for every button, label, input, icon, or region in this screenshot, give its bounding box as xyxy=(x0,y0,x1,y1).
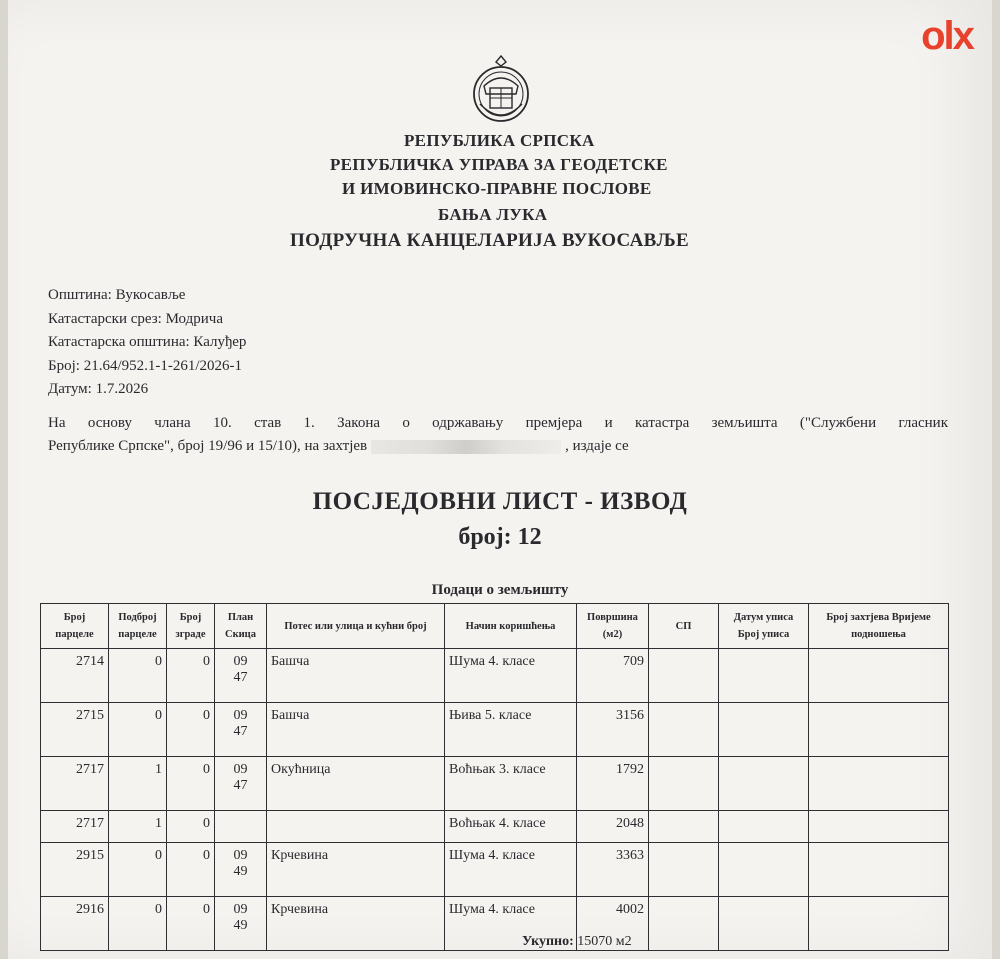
intro-word: 10. xyxy=(213,415,232,431)
request-cell xyxy=(809,843,949,897)
entry-date-cell xyxy=(719,811,809,843)
entry-date-cell xyxy=(719,757,809,811)
column-header: Број зграде xyxy=(167,604,215,649)
parcel-number: 2715 xyxy=(41,703,109,757)
plan-sketch xyxy=(215,703,267,757)
intro-word: ("Службени xyxy=(799,415,877,431)
entry-date-cell xyxy=(719,843,809,897)
sketch-number: 47 xyxy=(233,778,248,793)
header-administration: РЕПУБЛИЧКА УПРАВА ЗА ГЕОДЕТСКЕ xyxy=(330,155,668,174)
land-use: Воћњак 4. класе xyxy=(445,811,577,843)
area: 2048 xyxy=(577,811,649,843)
parcel-subnumber: 1 xyxy=(109,811,167,843)
intro-word: о xyxy=(402,415,410,431)
table-row xyxy=(41,811,949,843)
column-header: Површина (м2) xyxy=(577,604,649,649)
sp-cell xyxy=(649,757,719,811)
entry-date-cell xyxy=(719,897,809,951)
column-header: Потес или улица и кућни број xyxy=(267,604,445,649)
area: 3156 xyxy=(577,703,649,757)
building-number: 0 xyxy=(167,897,215,951)
building-number: 0 xyxy=(167,703,215,757)
table-header-row xyxy=(41,604,949,649)
cadastral-municipality: Катастарска општина: Калуђер xyxy=(48,334,247,350)
intro-word: Закона xyxy=(337,415,381,431)
parcel-number: 2714 xyxy=(41,649,109,703)
total-value: 15070 м2 xyxy=(577,934,632,949)
plan-number: 09 xyxy=(233,902,248,917)
table-row xyxy=(41,757,949,811)
intro-paragraph xyxy=(48,412,948,458)
intro-word: основу xyxy=(87,415,132,431)
intro-word: 1. xyxy=(303,415,315,431)
header-republic: РЕПУБЛИКА СРПСКА xyxy=(404,131,595,150)
intro-word: одржавању xyxy=(432,415,504,431)
table-row xyxy=(41,649,949,703)
column-header: Датум уписа Број уписа xyxy=(719,604,809,649)
land-use: Шума 4. класе xyxy=(445,897,577,951)
header-office: ПОДРУЧНА КАНЦЕЛАРИЈА ВУКОСАВЉЕ xyxy=(290,230,689,251)
intro-line-1 xyxy=(48,412,948,435)
column-header: Начин коришћења xyxy=(445,604,577,649)
parcel-subnumber: 0 xyxy=(109,649,167,703)
sketch-number: 49 xyxy=(233,864,248,879)
column-header: СП xyxy=(649,604,719,649)
building-number: 0 xyxy=(167,843,215,897)
building-number: 0 xyxy=(167,649,215,703)
plan-number: 09 xyxy=(233,848,248,863)
parcel-subnumber: 0 xyxy=(109,843,167,897)
document-metadata xyxy=(48,284,246,402)
land-use: Њива 5. класе xyxy=(445,703,577,757)
land-use: Воћњак 3. класе xyxy=(445,757,577,811)
plan-sketch xyxy=(215,843,267,897)
intro-word: и xyxy=(604,415,613,431)
sp-cell xyxy=(649,649,719,703)
total-label: Укупно: xyxy=(522,934,574,949)
entry-date-cell xyxy=(719,649,809,703)
olx-logo: olx xyxy=(921,13,973,58)
document-number-heading: број: 12 xyxy=(458,524,542,550)
entry-date-cell xyxy=(719,703,809,757)
parcel-number: 2717 xyxy=(41,811,109,843)
table-row xyxy=(41,703,949,757)
document-date: Датум: 1.7.2026 xyxy=(48,381,149,397)
sketch-number: 49 xyxy=(233,918,248,933)
parcel-subnumber: 0 xyxy=(109,703,167,757)
plan-number: 09 xyxy=(233,762,248,777)
coat-of-arms-icon xyxy=(466,54,536,126)
plan-sketch xyxy=(215,811,267,843)
header-city: БАЊА ЛУКА xyxy=(438,205,548,224)
table-row xyxy=(41,897,949,951)
plan-number: 09 xyxy=(233,654,248,669)
plan-number: 09 xyxy=(233,708,248,723)
cadastral-district: Катастарски срез: Модрича xyxy=(48,310,223,327)
intro-text-before: Републике Српске", број 19/96 и 15/10), на захтјев xyxy=(48,438,368,454)
header-affairs: И ИМОВИНСКО-ПРАВНЕ ПОСЛОВЕ xyxy=(342,179,652,198)
sp-cell xyxy=(649,811,719,843)
column-header: Број захтјева Вријеме подношења xyxy=(809,604,949,649)
intro-word: катастра xyxy=(634,415,690,431)
intro-word: земљишта xyxy=(711,415,778,431)
municipality: Општина: Вукосавље xyxy=(48,287,186,303)
sp-cell xyxy=(649,703,719,757)
sp-cell xyxy=(649,843,719,897)
column-header: Број парцеле xyxy=(41,604,109,649)
parcel-subnumber: 1 xyxy=(109,757,167,811)
redacted-name xyxy=(371,440,561,454)
plan-sketch xyxy=(215,757,267,811)
table-title: Подаци о земљишту xyxy=(431,582,569,598)
sketch-number: 47 xyxy=(233,670,248,685)
area: 3363 xyxy=(577,843,649,897)
location: Крчевина xyxy=(267,843,445,897)
intro-word: гласник xyxy=(898,415,948,431)
intro-word: став xyxy=(254,415,282,431)
sp-cell xyxy=(649,897,719,951)
parcel-subnumber: 0 xyxy=(109,897,167,951)
intro-word: На xyxy=(48,415,66,431)
location: Крчевина xyxy=(267,897,445,951)
location: Башча xyxy=(267,703,445,757)
plan-sketch xyxy=(215,897,267,951)
request-cell xyxy=(809,649,949,703)
parcel-number: 2915 xyxy=(41,843,109,897)
intro-word: премјера xyxy=(525,415,583,431)
location: Окућница xyxy=(267,757,445,811)
column-header: План Скица xyxy=(215,604,267,649)
land-use: Шума 4. класе xyxy=(445,843,577,897)
location xyxy=(267,811,445,843)
building-number: 0 xyxy=(167,811,215,843)
area: 4002 xyxy=(577,897,649,951)
table-row xyxy=(41,843,949,897)
document-number: Број: 21.64/952.1-1-261/2026-1 xyxy=(48,357,243,374)
request-cell xyxy=(809,703,949,757)
parcel-number: 2916 xyxy=(41,897,109,951)
request-cell xyxy=(809,811,949,843)
intro-word: члана xyxy=(154,415,191,431)
location: Башча xyxy=(267,649,445,703)
sketch-number: 47 xyxy=(233,724,248,739)
request-cell xyxy=(809,897,949,951)
request-cell xyxy=(809,757,949,811)
land-data-table xyxy=(40,603,949,951)
total-area xyxy=(522,934,632,950)
area: 709 xyxy=(577,649,649,703)
plan-sketch xyxy=(215,649,267,703)
intro-text-after: , издаје се xyxy=(565,438,629,454)
building-number: 0 xyxy=(167,757,215,811)
column-header: Подброј парцеле xyxy=(109,604,167,649)
land-use: Шума 4. класе xyxy=(445,649,577,703)
document-title: ПОСЈЕДОВНИ ЛИСТ - ИЗВОД xyxy=(312,488,688,515)
intro-line-2 xyxy=(48,435,948,458)
area: 1792 xyxy=(577,757,649,811)
parcel-number: 2717 xyxy=(41,757,109,811)
